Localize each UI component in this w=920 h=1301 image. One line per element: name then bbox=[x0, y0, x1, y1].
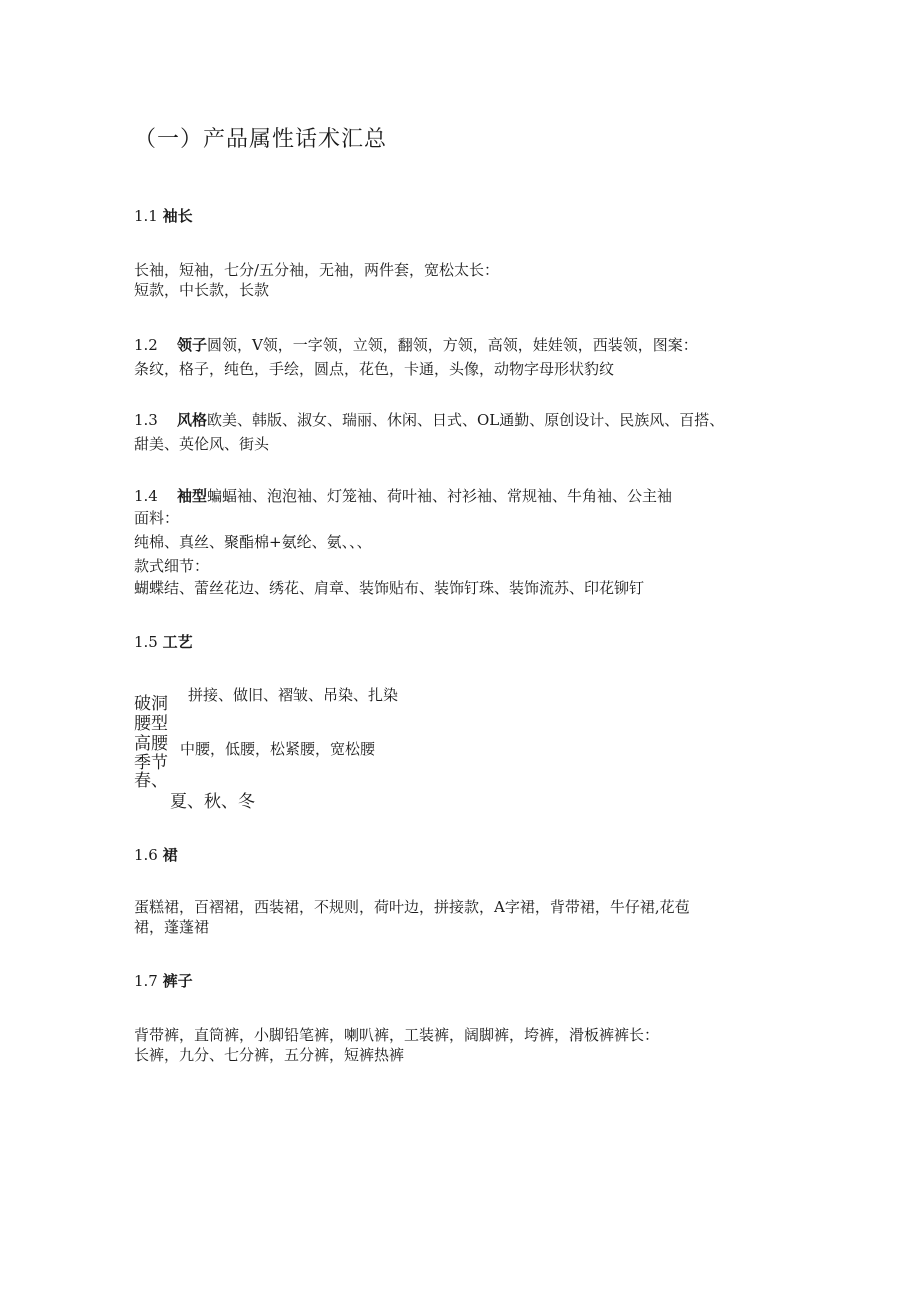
section-title: 袖型 bbox=[176, 487, 207, 505]
text-line: 长袖，短袖，七分/五分袖，无袖，两件套，宽松太长： bbox=[134, 261, 500, 279]
section-title: 领子 bbox=[176, 336, 207, 354]
text-line: 长裤，九分、七分裤，五分裤，短裤热裤 bbox=[134, 1046, 405, 1064]
section-number: 1.4 bbox=[134, 487, 158, 505]
section-title: 袖长 bbox=[162, 207, 193, 225]
section-1-5-heading bbox=[134, 632, 193, 652]
text-line: 短款，中长款，长款 bbox=[134, 281, 270, 299]
label-spring: 春、 bbox=[134, 771, 168, 791]
section-number: 1.2 bbox=[134, 336, 158, 354]
section-title: 风格 bbox=[176, 411, 207, 429]
craft-values: 拼接、做旧、褶皱、吊染、扎染 bbox=[188, 686, 399, 704]
text-line: 甜美、英伦风、街头 bbox=[134, 435, 270, 453]
section-1-2 bbox=[134, 335, 698, 379]
section-1-1-heading bbox=[134, 206, 193, 226]
section-1-7-heading bbox=[134, 971, 193, 991]
section-1-6-heading bbox=[134, 845, 178, 865]
section-title: 裙 bbox=[162, 846, 178, 864]
section-text: 欧美、韩版、淑女、瑞丽、休闲、日式、OL通勤、原创设计、民族风、百搭、 bbox=[206, 411, 725, 429]
section-text: 蝙蝠袖、泡泡袖、灯笼袖、荷叶袖、衬衫袖、常规袖、牛角袖、公主袖 bbox=[206, 487, 672, 505]
waist-values: 中腰，低腰，松紧腰，宽松腰 bbox=[180, 740, 376, 758]
text-line: 条纹，格子，纯色，手绘，圆点，花色，卡通，头像，动物字母形状豹纹 bbox=[134, 360, 615, 378]
label-season: 季节 bbox=[134, 753, 168, 773]
text-line bbox=[134, 335, 698, 355]
section-1-7-text bbox=[134, 1025, 659, 1065]
section-number: 1.7 bbox=[134, 972, 158, 990]
text-line: 背带裤，直筒裤，小脚铅笔裤，喇叭裤，工装裤，阔脚裤，垮裤，滑板裤裤长： bbox=[134, 1026, 660, 1044]
season-values: 夏、秋、冬 bbox=[170, 792, 255, 812]
section-title: 工艺 bbox=[162, 633, 193, 651]
section-1-6-text bbox=[134, 897, 690, 937]
fabric-values: 纯棉、真丝、聚酯棉+氨纶、氨、、、 bbox=[134, 533, 372, 551]
text-line bbox=[134, 410, 724, 430]
page-title: （一）产品属性话术汇总 bbox=[134, 127, 388, 152]
section-number: 1.1 bbox=[134, 207, 158, 225]
text-line: 裙，蓬蓬裙 bbox=[134, 918, 210, 936]
section-1-4 bbox=[134, 486, 672, 598]
text-line bbox=[134, 486, 672, 506]
label-hole: 破洞 bbox=[134, 694, 168, 714]
section-title: 裤子 bbox=[162, 972, 193, 990]
fabric-label: 面料： bbox=[134, 509, 180, 527]
section-1-3 bbox=[134, 410, 724, 454]
section-number: 1.3 bbox=[134, 411, 158, 429]
section-number: 1.5 bbox=[134, 633, 158, 651]
section-1-1-text bbox=[134, 260, 499, 300]
label-high-waist: 高腰 bbox=[134, 734, 168, 754]
detail-values: 蝴蝶结、蕾丝花边、绣花、肩章、装饰贴布、装饰钉珠、装饰流苏、印花铆钉 bbox=[134, 579, 645, 597]
detail-label: 款式细节： bbox=[134, 557, 210, 575]
label-waist-type: 腰型 bbox=[134, 714, 168, 734]
section-number: 1.6 bbox=[134, 846, 158, 864]
section-text: 圆领，V领，一字领，立领，翻领，方领，高领，娃娃领，西装领，图案： bbox=[206, 336, 698, 354]
text-line: 蛋糕裙，百褶裙，西装裙，不规则，荷叶边，拼接款，A字裙，背带裙，牛仔裙,花苞 bbox=[134, 898, 690, 916]
